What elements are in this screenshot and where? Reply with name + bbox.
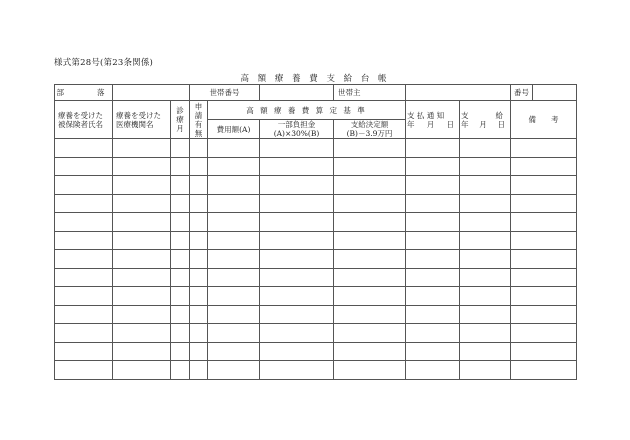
cell-notice[interactable]: [406, 194, 460, 213]
cell-treatment-month[interactable]: [171, 194, 190, 213]
cell-payment[interactable]: [460, 324, 511, 343]
cell-payment[interactable]: [460, 342, 511, 361]
cell-patient-name[interactable]: [55, 194, 113, 213]
cell-notice[interactable]: [406, 213, 460, 232]
col-treatment-month-c2: 療: [176, 115, 184, 124]
table-row: [55, 287, 577, 306]
cell-cost[interactable]: [208, 157, 260, 176]
table-row: [55, 250, 577, 269]
cell-decision[interactable]: [334, 305, 406, 324]
cell-remarks[interactable]: [511, 139, 577, 158]
ledger-title: 高 額 療 養 費 支 給 台 帳: [240, 74, 390, 84]
cell-institution[interactable]: [113, 176, 171, 195]
cell-copay[interactable]: [260, 139, 334, 158]
cell-decision[interactable]: [334, 176, 406, 195]
table-row: [55, 176, 577, 195]
cell-decision[interactable]: [334, 157, 406, 176]
cell-cost[interactable]: [208, 231, 260, 250]
cell-remarks[interactable]: [511, 268, 577, 287]
col-application-c3: 有: [194, 119, 203, 129]
cell-application[interactable]: [190, 268, 208, 287]
cell-copay[interactable]: [260, 231, 334, 250]
table-row: [55, 268, 577, 287]
column-header-row-1: [55, 101, 577, 120]
col-copay: [260, 120, 334, 139]
col-notice-title: 支 払 通 知: [407, 110, 445, 120]
cell-payment[interactable]: [460, 287, 511, 306]
col-decision: [334, 120, 406, 139]
cell-remarks[interactable]: [511, 157, 577, 176]
col-copay-line1: 一部負担金: [277, 120, 316, 129]
bango-label: 番号: [511, 85, 533, 100]
ledger-table: [54, 84, 577, 380]
cell-payment[interactable]: [460, 139, 511, 158]
col-copay-line2: (A)×30%(B): [273, 129, 320, 138]
table-row: [55, 231, 577, 250]
cell-remarks[interactable]: [511, 194, 577, 213]
cell-patient-name[interactable]: [55, 213, 113, 232]
cell-remarks[interactable]: [511, 324, 577, 343]
cell-notice[interactable]: [406, 342, 460, 361]
col-application-c4: 無: [194, 128, 203, 138]
cell-institution[interactable]: [113, 361, 171, 380]
cell-cost[interactable]: [208, 139, 260, 158]
col-cost: 費用額(A): [208, 120, 260, 139]
cell-institution[interactable]: [113, 287, 171, 306]
cell-copay[interactable]: [260, 305, 334, 324]
cell-payment[interactable]: [460, 194, 511, 213]
cell-patient-name[interactable]: [55, 287, 113, 306]
cell-treatment-month[interactable]: [171, 231, 190, 250]
cell-copay[interactable]: [260, 157, 334, 176]
cell-institution[interactable]: [113, 139, 171, 158]
cell-copay[interactable]: [260, 176, 334, 195]
cell-institution[interactable]: [113, 305, 171, 324]
cell-decision[interactable]: [334, 342, 406, 361]
col-payment-c2: 給: [495, 110, 503, 120]
cell-treatment-month[interactable]: [171, 250, 190, 269]
setai-bango-label: 世帯番号: [190, 85, 260, 101]
cell-copay[interactable]: [260, 361, 334, 380]
cell-notice[interactable]: [406, 268, 460, 287]
cell-treatment-month[interactable]: [171, 268, 190, 287]
cell-patient-name[interactable]: [55, 324, 113, 343]
header-row: [55, 85, 577, 101]
cell-patient-name[interactable]: [55, 305, 113, 324]
cell-treatment-month[interactable]: [171, 361, 190, 380]
cell-decision[interactable]: [334, 250, 406, 269]
cell-patient-name[interactable]: [55, 176, 113, 195]
cell-copay[interactable]: [260, 342, 334, 361]
cell-patient-name[interactable]: [55, 342, 113, 361]
col-remarks: 備 考: [511, 101, 577, 139]
cell-copay[interactable]: [260, 268, 334, 287]
col-decision-line2: (B)－3.9万円: [346, 129, 393, 138]
cell-remarks[interactable]: [511, 361, 577, 380]
cell-notice[interactable]: [406, 139, 460, 158]
cell-institution[interactable]: [113, 231, 171, 250]
cell-payment[interactable]: [460, 268, 511, 287]
cell-application[interactable]: [190, 361, 208, 380]
table-row: [55, 342, 577, 361]
cell-decision[interactable]: [334, 361, 406, 380]
cell-decision[interactable]: [334, 324, 406, 343]
cell-institution[interactable]: [113, 342, 171, 361]
cell-decision[interactable]: [334, 231, 406, 250]
cell-application[interactable]: [190, 342, 208, 361]
cell-remarks[interactable]: [511, 176, 577, 195]
cell-notice[interactable]: [406, 231, 460, 250]
cell-payment[interactable]: [460, 361, 511, 380]
cell-institution[interactable]: [113, 324, 171, 343]
col-application: [190, 101, 208, 139]
table-row: [55, 324, 577, 343]
col-patient-name-line2: 被保険者氏名: [58, 119, 103, 129]
cell-treatment-month[interactable]: [171, 176, 190, 195]
cell-treatment-month[interactable]: [171, 287, 190, 306]
cell-notice[interactable]: [406, 287, 460, 306]
cell-decision[interactable]: [334, 213, 406, 232]
col-payment-year: 年: [461, 119, 469, 129]
cell-payment[interactable]: [460, 157, 511, 176]
cell-application[interactable]: [190, 213, 208, 232]
cell-treatment-month[interactable]: [171, 305, 190, 324]
col-treatment-month-c3: 月: [176, 124, 184, 133]
cell-cost[interactable]: [208, 250, 260, 269]
col-payment-c1: 支: [461, 110, 469, 120]
cell-cost[interactable]: [208, 287, 260, 306]
cell-application[interactable]: [190, 324, 208, 343]
cell-remarks[interactable]: [511, 342, 577, 361]
col-notice-month: 月: [426, 119, 435, 129]
setai-nushi-label: 世帯主: [334, 85, 406, 101]
setai-bango-field[interactable]: [260, 85, 334, 101]
table-row: [55, 194, 577, 213]
col-patient-name-line1: 療養を受けた: [58, 110, 103, 120]
cell-notice[interactable]: [406, 176, 460, 195]
cell-treatment-month[interactable]: [171, 342, 190, 361]
cell-treatment-month[interactable]: [171, 139, 190, 158]
col-payment-month: 月: [479, 119, 487, 129]
col-treatment-month-c1: 診: [176, 106, 184, 115]
cell-institution[interactable]: [113, 250, 171, 269]
cell-cost[interactable]: [208, 176, 260, 195]
cell-treatment-month[interactable]: [171, 157, 190, 176]
cell-institution[interactable]: [113, 268, 171, 287]
cell-decision[interactable]: [334, 139, 406, 158]
cell-copay[interactable]: [260, 287, 334, 306]
cell-patient-name[interactable]: [55, 361, 113, 380]
cell-institution[interactable]: [113, 157, 171, 176]
cell-application[interactable]: [190, 231, 208, 250]
cell-remarks[interactable]: [511, 250, 577, 269]
col-application-c1: 申: [194, 101, 203, 111]
cell-copay[interactable]: [260, 194, 334, 213]
col-patient-name: [55, 101, 113, 139]
table-row: [55, 305, 577, 324]
col-payment: [460, 101, 511, 139]
col-decision-line1: 支給決定額: [350, 120, 389, 129]
cell-application[interactable]: [190, 250, 208, 269]
cell-copay[interactable]: [260, 250, 334, 269]
cell-application[interactable]: [190, 194, 208, 213]
cell-institution[interactable]: [113, 213, 171, 232]
cell-payment[interactable]: [460, 305, 511, 324]
cell-remarks[interactable]: [511, 305, 577, 324]
cell-notice[interactable]: [406, 361, 460, 380]
col-notice-year: 年: [407, 119, 415, 129]
cell-patient-name[interactable]: [55, 231, 113, 250]
table-row: [55, 213, 577, 232]
cell-copay[interactable]: [260, 324, 334, 343]
table-row: [55, 139, 577, 158]
cell-cost[interactable]: [208, 305, 260, 324]
cell-remarks[interactable]: [511, 231, 577, 250]
col-institution-line2: 医療機関名: [116, 119, 154, 129]
cell-notice[interactable]: [406, 157, 460, 176]
col-calc-group: 高 額 療 養 費 算 定 基 準: [208, 101, 406, 120]
buraku-field[interactable]: [113, 85, 190, 101]
table-row: [55, 157, 577, 176]
cell-cost[interactable]: [208, 342, 260, 361]
cell-remarks[interactable]: [511, 213, 577, 232]
cell-copay[interactable]: [260, 213, 334, 232]
col-institution-line1: 療養を受けた: [116, 110, 161, 120]
bango-cell[interactable]: [511, 85, 577, 101]
cell-cost[interactable]: [208, 194, 260, 213]
col-payment-day: 日: [497, 119, 505, 129]
setai-nushi-field[interactable]: [406, 85, 511, 101]
buraku-label: 部 落: [55, 85, 113, 101]
cell-application[interactable]: [190, 176, 208, 195]
cell-treatment-month[interactable]: [171, 324, 190, 343]
cell-patient-name[interactable]: [55, 157, 113, 176]
cell-application[interactable]: [190, 157, 208, 176]
cell-notice[interactable]: [406, 305, 460, 324]
col-notice-day: 日: [446, 119, 454, 129]
cell-notice[interactable]: [406, 250, 460, 269]
cell-decision[interactable]: [334, 194, 406, 213]
cell-decision[interactable]: [334, 287, 406, 306]
cell-application[interactable]: [190, 287, 208, 306]
cell-payment[interactable]: [460, 250, 511, 269]
cell-patient-name[interactable]: [55, 139, 113, 158]
col-application-c2: 請: [194, 110, 203, 120]
cell-cost[interactable]: [208, 213, 260, 232]
cell-payment[interactable]: [460, 176, 511, 195]
cell-notice[interactable]: [406, 324, 460, 343]
cell-cost[interactable]: [208, 268, 260, 287]
cell-decision[interactable]: [334, 268, 406, 287]
cell-application[interactable]: [190, 139, 208, 158]
cell-cost[interactable]: [208, 324, 260, 343]
form-number: 様式第28号(第23条関係): [54, 58, 154, 68]
table-row: [55, 361, 577, 380]
cell-institution[interactable]: [113, 194, 171, 213]
col-notice: [406, 101, 460, 139]
cell-payment[interactable]: [460, 213, 511, 232]
cell-patient-name[interactable]: [55, 268, 113, 287]
cell-patient-name[interactable]: [55, 250, 113, 269]
cell-remarks[interactable]: [511, 287, 577, 306]
col-treatment-month: [171, 101, 190, 139]
cell-payment[interactable]: [460, 231, 511, 250]
col-institution: [113, 101, 171, 139]
cell-application[interactable]: [190, 305, 208, 324]
cell-cost[interactable]: [208, 361, 260, 380]
cell-treatment-month[interactable]: [171, 213, 190, 232]
